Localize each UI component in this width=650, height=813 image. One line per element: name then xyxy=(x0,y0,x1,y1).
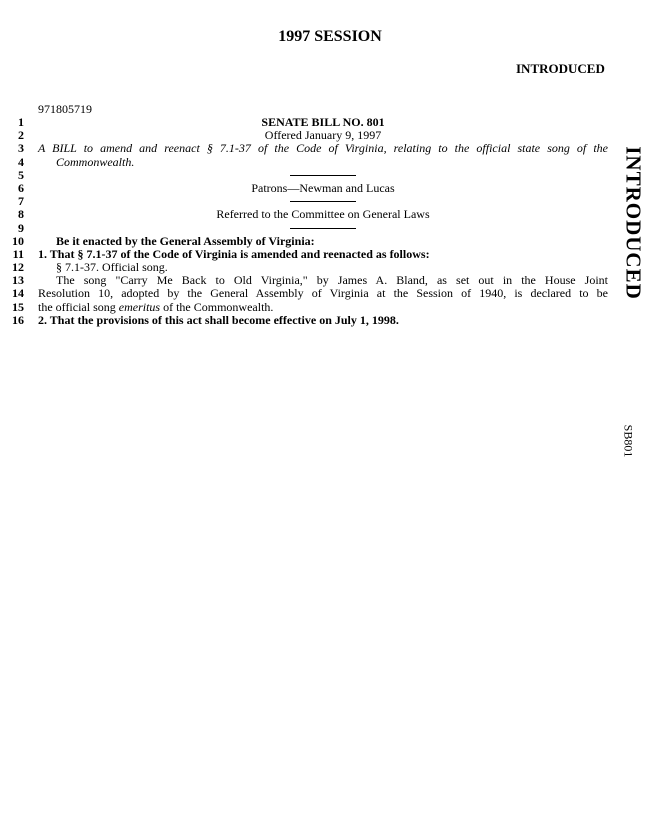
line-number: 8 xyxy=(18,207,24,222)
line-6 xyxy=(8,182,608,195)
line-number: 5 xyxy=(18,167,24,182)
line-5 xyxy=(8,169,608,182)
body-text: the official song xyxy=(38,299,119,314)
line-number: 2 xyxy=(18,128,24,143)
status-label: INTRODUCED xyxy=(516,61,605,76)
line-number: 6 xyxy=(18,180,24,195)
clause-2: 2. That the provisions of this act shall become effective on July 1, 1998. xyxy=(38,312,399,327)
clause-1: 1. That § 7.1-37 of the Code of Virginia is amended and reenacted as follows: xyxy=(38,246,430,261)
bill-code-label xyxy=(620,416,636,466)
enactment-clause: Be it enacted by the General Assembly of Virginia: xyxy=(56,233,315,248)
line-number: 11 xyxy=(12,246,24,261)
bill-summary: A BILL to amend and reenact § 7.1-37 of the Code of Virginia, relating to the official state song of the xyxy=(38,141,608,156)
section-body-line: Resolution 10, adopted by the General Assembly of Virginia at the Session of 1940, is declared to be xyxy=(38,286,608,301)
bill-summary-end: Commonwealth. xyxy=(56,154,135,169)
line-3 xyxy=(8,142,608,155)
line-number: 4 xyxy=(18,154,24,169)
section-heading: § 7.1-37. Official song. xyxy=(56,260,168,275)
line-number: 12 xyxy=(12,260,24,275)
line-9 xyxy=(8,222,608,235)
line-number: 16 xyxy=(12,312,24,327)
bill-title: SENATE BILL NO. 801 xyxy=(261,115,385,129)
offered-date: Offered January 9, 1997 xyxy=(264,128,382,143)
divider xyxy=(290,201,356,202)
line-number: 14 xyxy=(12,286,24,301)
patrons: Patrons—Newman and Lucas xyxy=(251,180,395,195)
session-heading: 1997 SESSION xyxy=(278,28,382,45)
divider xyxy=(290,175,356,176)
line-number: 3 xyxy=(18,141,24,156)
line-15 xyxy=(8,301,608,314)
line-number: 7 xyxy=(18,194,24,209)
vertical-status-label xyxy=(621,118,646,328)
line-10 xyxy=(8,235,608,248)
line-16 xyxy=(8,314,608,327)
line-8 xyxy=(8,208,608,221)
section-body-line xyxy=(38,301,608,314)
line-number: 1 xyxy=(18,115,24,129)
body-text: of the Commonwealth. xyxy=(160,299,274,314)
bill-text xyxy=(8,116,608,327)
bill-code-text: SB801 xyxy=(621,424,636,458)
emphasis-text: emeritus xyxy=(118,299,161,314)
line-4 xyxy=(8,156,608,169)
line-number: 15 xyxy=(12,299,24,314)
line-number: 13 xyxy=(12,273,24,288)
line-number: 9 xyxy=(18,220,24,235)
section-body-line: The song "Carry Me Back to Old Virginia," by James A. Bland, as set out in the House Joint xyxy=(56,273,608,288)
line-number: 10 xyxy=(12,233,24,248)
divider xyxy=(290,228,356,229)
document-id: 971805719 xyxy=(38,102,92,116)
vertical-status-text: INTRODUCED xyxy=(621,146,646,300)
committee-referral: Referred to the Committee on General Laws xyxy=(216,207,430,222)
